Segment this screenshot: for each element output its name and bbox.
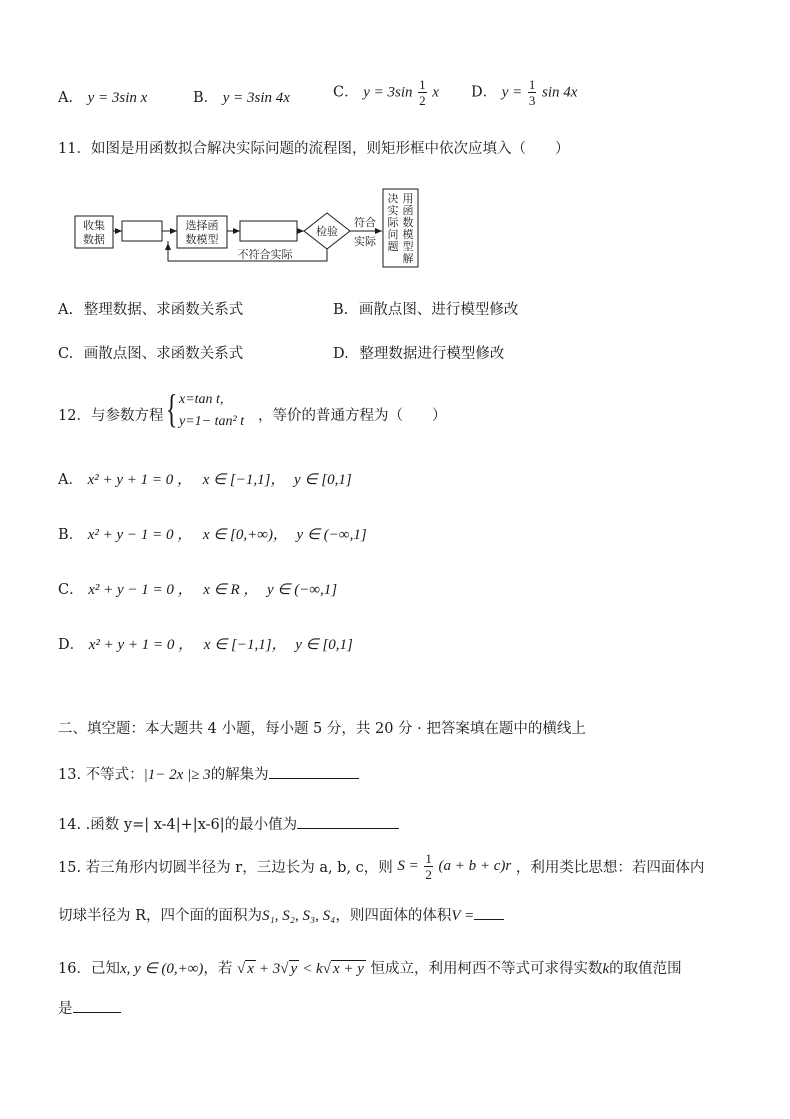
- option-label: C．: [333, 84, 359, 101]
- q16-ineq-e: x + y: [332, 961, 364, 977]
- q11-option-d: [333, 342, 504, 363]
- option-label: B.: [333, 302, 349, 318]
- q14-text: 14. .函数 y=| x-4|+|x-6|的最小值为: [58, 817, 298, 833]
- q12-option-a: [58, 468, 352, 489]
- sqrt-symbol: √: [322, 961, 331, 977]
- solve-col1-char: 型: [402, 240, 414, 253]
- answer-blank[interactable]: [474, 905, 504, 920]
- q15-line2: [58, 904, 504, 925]
- fraction: $\frac{1}{2}$: [425, 851, 432, 882]
- ok-label-2: 实际: [354, 235, 376, 248]
- q11-option-c: [58, 342, 243, 363]
- q16-suffix: 恒成立，利用柯西不等式可求得实数: [370, 961, 603, 977]
- ok-label-1: 符合: [354, 216, 376, 229]
- q12-suffix: ，等价的普通方程为（ ）: [258, 408, 447, 424]
- option-y-range: y ∈ [0,1]: [294, 472, 352, 488]
- solve-col1-char: 数: [402, 216, 414, 229]
- option-label: A．: [58, 90, 83, 106]
- option-tail: sin 4x: [542, 84, 578, 101]
- q16-line2: [58, 997, 121, 1018]
- solve-col2-char: 题: [387, 240, 399, 253]
- q10-option-a: [58, 86, 147, 107]
- q12-option-d: [58, 633, 353, 654]
- solve-col2-char: 决: [387, 192, 399, 205]
- q15-line1-suffix: ，利用类比思想：若四面体内: [515, 860, 705, 876]
- q16-ineq-b: + 3: [258, 961, 281, 977]
- answer-blank[interactable]: [269, 764, 359, 779]
- sqrt-symbol: √: [280, 961, 289, 977]
- q16-ineq-c: y: [290, 961, 298, 977]
- solve-col2-char: 际: [387, 216, 399, 229]
- option-label: A.: [58, 302, 74, 318]
- q15-s: S =: [397, 858, 419, 874]
- q16-domain: x, y ∈ (0,+∞): [119, 961, 204, 977]
- option-y-range: y ∈ (−∞,1]: [267, 582, 338, 598]
- q11-flowchart: [70, 185, 430, 270]
- q12-eq1: x=tan t,: [179, 392, 224, 407]
- q10-option-d: [471, 78, 577, 107]
- q12-eq2: y=1− tan² t: [179, 414, 245, 429]
- option-x-range: x ∈ [−1,1]，: [203, 637, 287, 653]
- option-expr: y =: [501, 84, 523, 101]
- option-expr: y = 3sin: [363, 84, 413, 101]
- q16-line2-text: 是: [58, 1001, 73, 1017]
- box-collect-label-2: 数据: [83, 233, 105, 246]
- q13-prefix: 13. 不等式：: [58, 767, 144, 783]
- option-label: C.: [58, 346, 74, 362]
- sqrt-symbol: √: [237, 961, 246, 977]
- option-tail: x: [432, 84, 439, 101]
- solve-col2-char: 问: [387, 228, 399, 241]
- q16-k: k: [602, 961, 610, 977]
- q15-line2-mid: ，则四面体的体积: [335, 908, 452, 924]
- option-label: D.: [333, 346, 349, 362]
- q16-ineq-d: < k: [302, 961, 323, 977]
- option-x-range: x ∈ R ，: [203, 582, 259, 598]
- q14: [58, 813, 399, 834]
- diamond-check-label: 检验: [316, 225, 338, 238]
- q15-expr-tail: (a + b + c)r: [438, 858, 512, 874]
- solve-col1-char: 函: [402, 204, 414, 217]
- option-label: D．: [58, 637, 85, 653]
- option-label: D．: [471, 84, 498, 101]
- option-label: C．: [58, 582, 84, 598]
- option-x-range: x ∈ [−1,1]，: [202, 472, 286, 488]
- q10-option-c: [333, 78, 439, 107]
- answer-blank[interactable]: [297, 814, 399, 829]
- box-blank-2: [240, 221, 297, 241]
- box-choose-label-1: 选择函: [185, 219, 219, 232]
- option-label: B．: [58, 527, 84, 543]
- q15-line2-prefix: 切球半径为 R，四个面的面积为: [58, 908, 263, 924]
- solve-col1-char: 模: [402, 228, 414, 241]
- option-y-range: y ∈ [0,1]: [295, 637, 353, 653]
- q13-expr: |1− 2x |≥ 3: [143, 767, 211, 783]
- q16-mid: ，若: [203, 961, 233, 977]
- option-eq: x² + y + 1 = 0 ，: [88, 637, 194, 653]
- q12-option-b: [58, 523, 367, 544]
- q15-line1-prefix: 15. 若三角形内切圆半径为 r，三边长为 a, b, c，则: [58, 860, 393, 876]
- fraction: $\frac{1}{2}$: [419, 77, 426, 108]
- q15-areas: S₁, S₂, S₃, S₄: [262, 908, 336, 924]
- solve-col2-char: 实: [387, 204, 399, 217]
- q11-option-a: [58, 298, 243, 319]
- q12-prefix: 12．与参数方程: [58, 408, 164, 424]
- box-choose-label-2: 数模型: [185, 233, 219, 246]
- q16-prefix: 16．己知: [58, 961, 120, 977]
- option-label: A．: [58, 472, 83, 488]
- option-label: B．: [193, 90, 219, 106]
- option-text: 画散点图、求函数关系式: [83, 346, 244, 362]
- q10-option-b: [193, 86, 290, 107]
- option-eq: x² + y − 1 = 0 ，: [88, 582, 193, 598]
- q16-line1: [58, 957, 682, 978]
- option-y-range: y ∈ (−∞,1]: [296, 527, 367, 543]
- fail-label: 不符合实际: [237, 248, 293, 261]
- fraction: $\frac{1}{3}$: [528, 77, 536, 108]
- option-text: 画散点图、进行模型修改: [358, 302, 519, 318]
- q13-suffix: 的解集为: [210, 767, 269, 783]
- option-expr: y = 3sin 4x: [222, 90, 290, 106]
- q11-option-b: [333, 298, 518, 319]
- option-x-range: x ∈ [0,+∞)，: [202, 527, 288, 543]
- q11-stem: 11．如图是用函数拟合解决实际问题的流程图，则矩形框中依次应填入（ ）: [58, 141, 570, 157]
- option-text: 整理数据、求函数关系式: [83, 302, 244, 318]
- q16-suffix2: 的取值范围: [609, 961, 682, 977]
- solve-col1-char: 解: [402, 252, 414, 265]
- q12-option-c: [58, 578, 337, 599]
- option-expr: y = 3sin x: [87, 90, 148, 106]
- q13: [58, 763, 359, 784]
- solve-col1-char: 用: [402, 192, 414, 205]
- option-text: 整理数据进行模型修改: [359, 346, 505, 362]
- box-blank-1: [122, 221, 162, 241]
- option-eq: x² + y + 1 = 0 ，: [87, 472, 193, 488]
- option-eq: x² + y − 1 = 0 ，: [87, 527, 193, 543]
- section-heading: 二、填空题：本大题共 4 小题，每小题 5 分，共 20 分 · 把答案填在题中的横线上: [58, 721, 586, 737]
- q16-ineq-a: x: [247, 961, 254, 977]
- brace-symbol: {: [165, 386, 178, 431]
- answer-blank[interactable]: [73, 998, 121, 1013]
- q15-line1: [58, 852, 704, 881]
- q15-v: V =: [451, 908, 475, 924]
- box-collect-label-1: 收集: [83, 219, 105, 232]
